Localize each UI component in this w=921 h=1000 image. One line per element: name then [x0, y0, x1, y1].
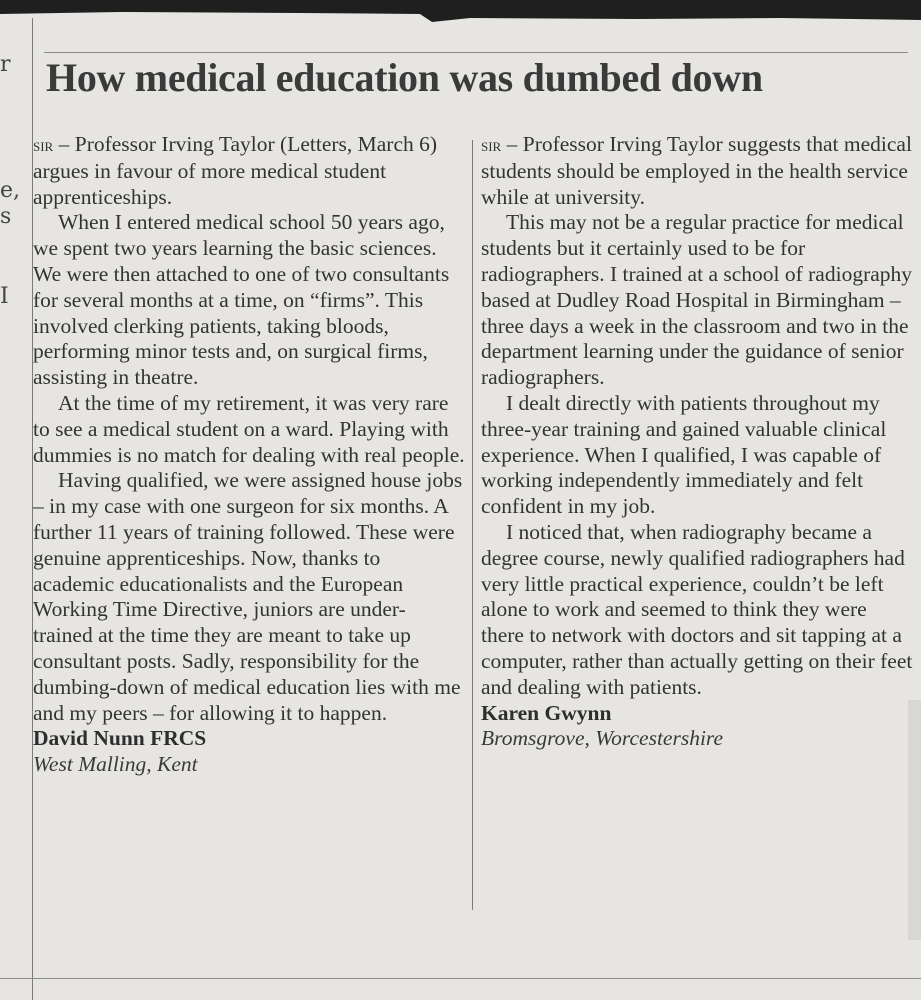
top-rule [44, 52, 908, 53]
sir-salutation: sir [33, 135, 54, 156]
fragment-text: r [0, 52, 11, 77]
letter-paragraph: This may not be a regular practice for medical students but it certainly used to be for radiographers. I trained at a school of radiography based at Dudley Road Hospital in Birmingham – three days a week in the classroom and two in the department learning under the guidance of senior radiographers. [481, 210, 913, 390]
fragment-text: e, [0, 178, 21, 203]
paragraph-text: – Professor Irving Taylor suggests that medical students should be employed in the health service while at university. [481, 132, 912, 209]
letter-paragraph: Having qualified, we were assigned house jobs – in my case with one surgeon for six months. A further 11 years of training followed. These were genuine apprenticeships. Now, thanks to academic educationalists and the European Working Time Directive, juniors are under-trained at the time they are meant to take up consultant posts. Sadly, responsibility for the dumbing-down of medical education lies with me and my peers – for allowing it to happen. [33, 468, 463, 725]
letter-paragraph: When I entered medical school 50 years ago, we spent two years learning the basic sciences. We were then attached to one of two consultants for several months at a time, on “firms”. This involved clerking patients, taking bloods, performing minor tests and, on surgical firms, assisting in theatre. [33, 210, 450, 390]
fragment-text: s [0, 204, 12, 229]
fragment-text: I [0, 284, 9, 309]
letter-paragraph: At the time of my retirement, it was very rare to see a medical student on a ward. Playing with dummies is no match for dealing with real people. [33, 390, 465, 467]
letter-column-1 [33, 132, 465, 778]
author-name: David Nunn FRCS [33, 726, 207, 751]
left-margin-fragments [0, 40, 26, 1000]
letter-paragraph [481, 132, 913, 210]
bottom-rule [0, 978, 921, 979]
paragraph-text: – Professor Irving Taylor (Letters, March 6) argues in favour of more medical student apprenticeships. [33, 132, 438, 209]
column-divider [472, 140, 473, 910]
letter-column-2 [481, 132, 913, 752]
headline: How medical education was dumbed down [46, 55, 763, 100]
author-location: West Malling, Kent [33, 752, 198, 777]
author-location: Bromsgrove, Worcestershire [481, 726, 724, 751]
author-name: Karen Gwynn [481, 700, 612, 725]
letter-paragraph: I noticed that, when radiography became a degree course, newly qualified radiographers had very little practical experience, couldn’t be left alone to work and seemed to think they were there to network with doctors and sit tapping at a computer, rather than actually getting on their feet and dealing with patients. [481, 519, 913, 699]
torn-edge [0, 0, 921, 40]
letter-paragraph: I dealt directly with patients throughout my three-year training and gained valuable clinical experience. When I qualified, I was capable of working independently immediately and felt confident in my job. [481, 390, 887, 519]
sir-salutation: sir [481, 135, 502, 156]
letter-paragraph [33, 132, 465, 210]
